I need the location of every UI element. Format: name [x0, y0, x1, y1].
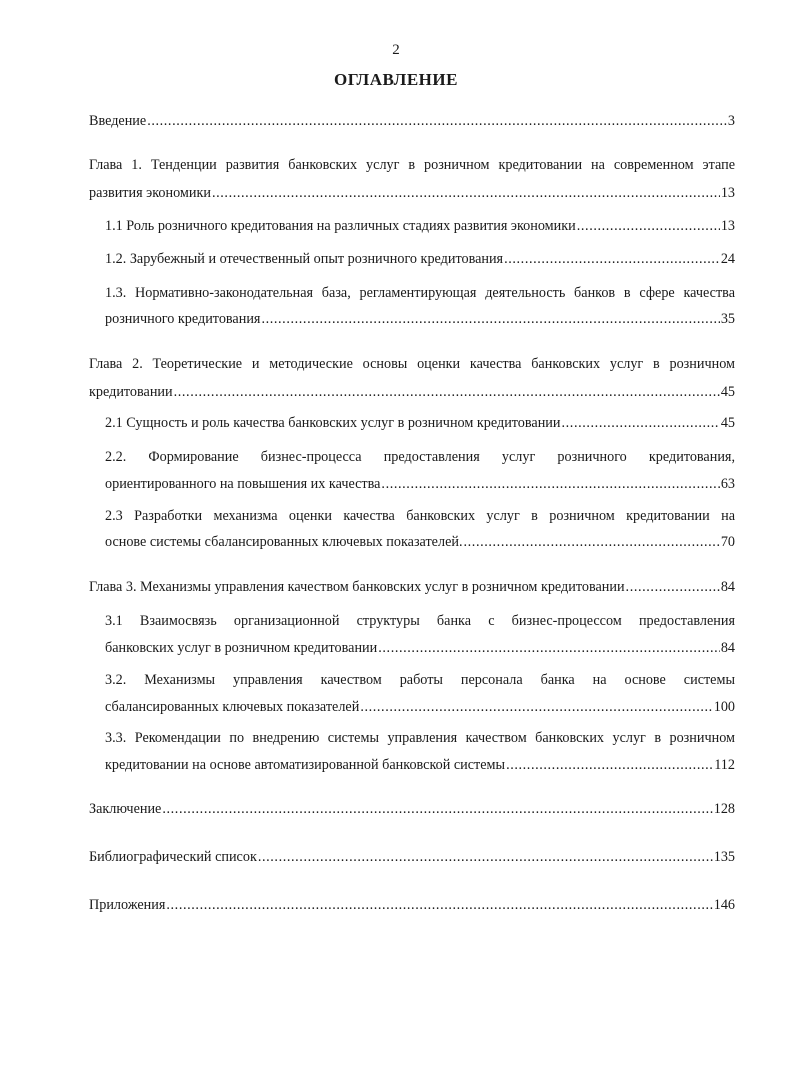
toc-entry-label: Глава 2. Теоретические и методические основы оценки качества банковских услуг в розничном	[89, 356, 735, 372]
toc-entry-label: 2.2. Формирование бизнес-процесса предоставления услуг розничного кредитования,	[105, 449, 735, 465]
toc-entry-label: Заключение	[89, 801, 162, 817]
leader-dots	[381, 477, 719, 492]
page-number: 2	[392, 42, 400, 58]
toc-entry-chapter-2	[89, 357, 735, 400]
toc-page-number: 84	[720, 640, 735, 656]
toc-page-number: 100	[713, 699, 735, 715]
leader-dots	[174, 385, 720, 400]
toc-page-number: 45	[720, 415, 735, 431]
toc-page-number: 63	[720, 476, 735, 492]
toc-entry-label-cont: кредитовании	[89, 384, 173, 400]
toc-entry-chapter-3	[89, 580, 735, 595]
leader-dots	[506, 758, 713, 773]
toc-page-number: 135	[713, 849, 735, 865]
toc-page-number: 128	[713, 801, 735, 817]
toc-entry-label: Приложения	[89, 897, 166, 913]
leader-dots	[464, 535, 720, 550]
toc-entry-section-1-1	[105, 219, 735, 234]
leader-dots	[378, 641, 720, 656]
toc-page-number: 112	[714, 757, 735, 773]
toc-entry-section-3-3	[105, 731, 735, 773]
toc-entry-bibliography	[89, 850, 735, 865]
toc-page-number: 70	[720, 534, 735, 550]
toc-entry-label-cont: развития экономики	[89, 185, 211, 201]
toc-entry-label: Глава 3. Механизмы управления качеством банковских услуг в розничном кредитовании	[89, 579, 625, 595]
leader-dots	[626, 580, 720, 595]
toc-entry-label: 2.1 Сущность и роль качества банковских услуг в розничном кредитовании	[105, 415, 561, 431]
toc-entry-label: Глава 1. Тенденции развития банковских услуг в розничном кредитовании на современном этапе	[89, 157, 735, 173]
toc-entry-intro	[89, 114, 735, 129]
leader-dots	[261, 312, 719, 327]
toc-page-number: 84	[720, 579, 735, 595]
toc-entry-section-2-3	[105, 509, 735, 550]
toc-entry-label: 1.2. Зарубежный и отечественный опыт розничного кредитования	[105, 251, 504, 267]
toc-entry-section-1-3	[105, 286, 735, 327]
leader-dots	[504, 252, 720, 267]
toc-entry-label: 1.3. Нормативно-законодательная база, регламентирующая деятельность банков в сфере качества	[105, 285, 735, 301]
toc-entry-label-cont: кредитовании на основе автоматизированной банковской системы	[105, 757, 506, 773]
toc-entry-label: Библиографический список	[89, 849, 257, 865]
toc-entry-conclusion	[89, 802, 735, 817]
toc-entry-label-cont: розничного кредитования	[105, 311, 261, 327]
toc-entry-chapter-1	[89, 158, 735, 201]
toc-page-number: 3	[727, 113, 735, 129]
leader-dots	[162, 802, 712, 817]
toc-entry-label: Введение	[89, 113, 147, 129]
toc-entry-section-3-1	[105, 614, 735, 656]
toc-page-number: 13	[720, 218, 735, 234]
toc-entry-appendices	[89, 898, 735, 913]
toc-entry-section-2-1	[105, 416, 735, 431]
toc-page-number: 24	[720, 251, 735, 267]
leader-dots	[212, 186, 720, 201]
toc-page-number: 13	[720, 185, 735, 201]
toc-page-number: 45	[720, 384, 735, 400]
toc-entry-label: 2.3 Разработки механизма оценки качества банковских услуг в розничном кредитовании на	[105, 508, 735, 524]
toc-entry-label-cont: основе системы сбалансированных ключевых показателей.	[105, 534, 463, 550]
toc-entry-section-1-2	[105, 252, 735, 267]
toc-entry-section-2-2	[105, 450, 735, 492]
page-title: ОГЛАВЛЕНИЕ	[334, 70, 458, 89]
toc-entry-label: 3.1 Взаимосвязь организационной структуры банка с бизнес-процессом предоставления	[105, 613, 735, 629]
leader-dots	[360, 700, 712, 715]
leader-dots	[577, 219, 720, 234]
toc-entry-label: 3.2. Механизмы управления качеством работы персонала банка на основе системы	[105, 672, 735, 688]
leader-dots	[147, 114, 727, 129]
toc-page-number: 146	[713, 897, 735, 913]
toc-entry-label-cont: банковских услуг в розничном кредитовании	[105, 640, 378, 656]
toc-entry-section-3-2	[105, 673, 735, 715]
leader-dots	[258, 850, 713, 865]
toc-entry-label-cont: ориентированного на повышения их качества	[105, 476, 381, 492]
toc-entry-label: 1.1 Роль розничного кредитования на различных стадиях развития экономики	[105, 218, 576, 234]
toc-entry-label: 3.3. Рекомендации по внедрению системы управления качеством банковских услуг в розничном	[105, 730, 735, 746]
toc-entry-label-cont: сбалансированных ключевых показателей	[105, 699, 360, 715]
leader-dots	[166, 898, 712, 913]
toc-page-number: 35	[720, 311, 735, 327]
leader-dots	[562, 416, 720, 431]
